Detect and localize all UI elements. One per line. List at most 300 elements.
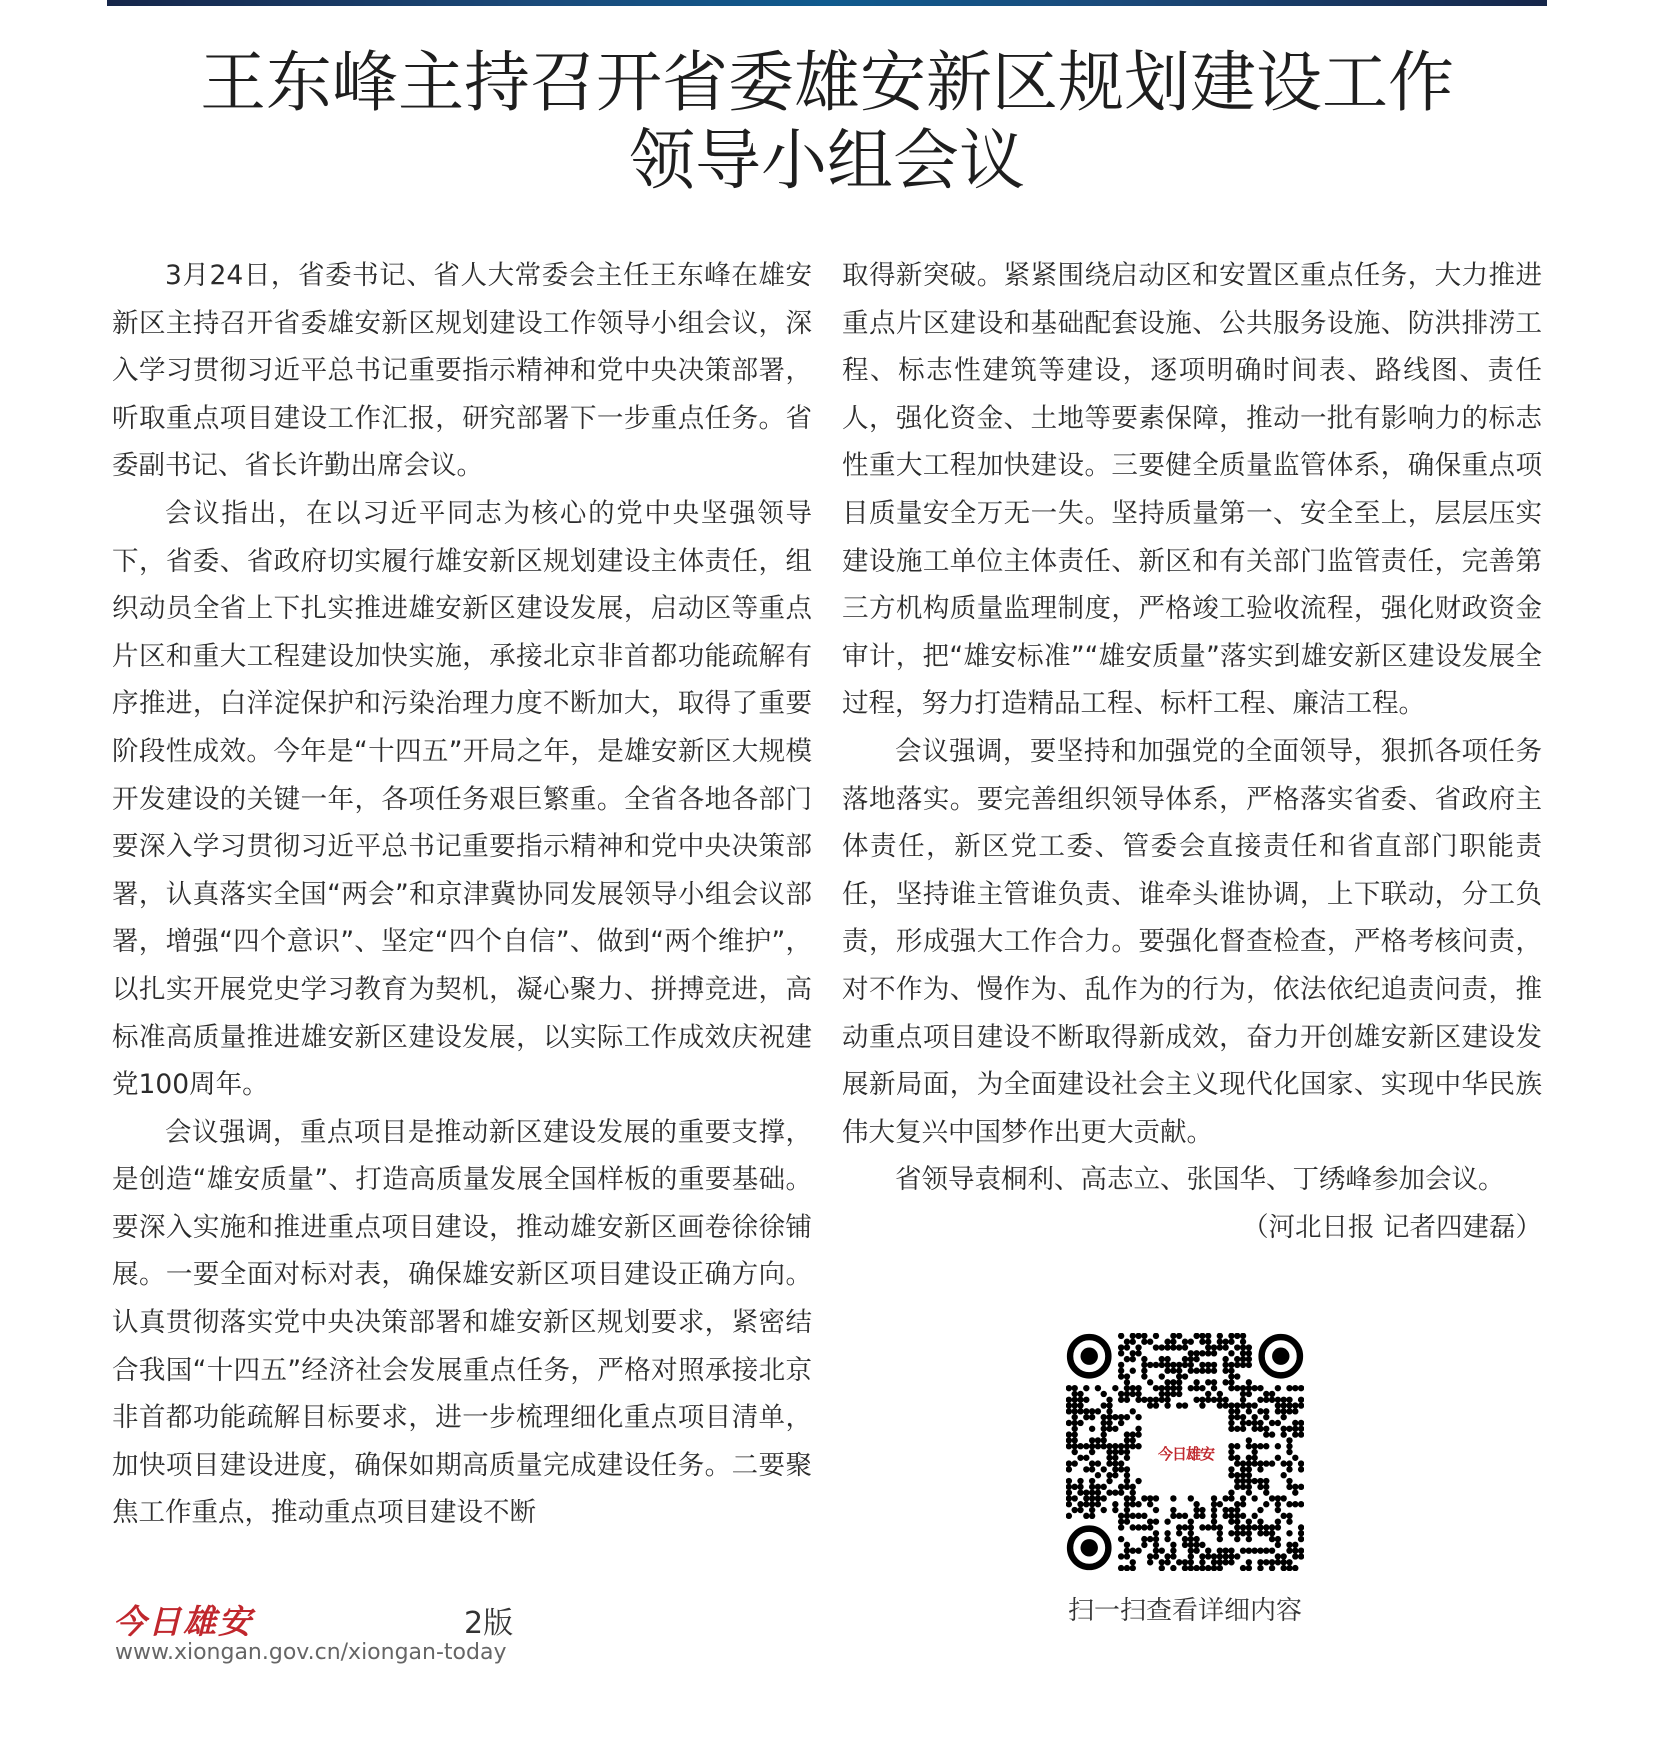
- qr-module: [1066, 1402, 1072, 1408]
- qr-module: [1228, 1559, 1234, 1565]
- qr-module: [1118, 1443, 1124, 1449]
- qr-module: [1193, 1542, 1199, 1548]
- qr-module: [1211, 1379, 1217, 1385]
- qr-module: [1159, 1356, 1165, 1362]
- qr-module: [1153, 1542, 1159, 1548]
- paragraph-continuation: 取得新突破。紧紧围绕启动区和安置区重点任务，大力推进重点片区建设和基础配套设施、公共服务设施、防洪排涝工程、标志性建筑等建设，逐项明确时间表、路线图、责任人，强化资金、土地等要素保障，推动一批有影响力的标志性重大工程加快建设。三要健全质量监管体系，确保重点项目质量安全万无一失。坚持质量第一、安全至上，层层压实建设施工单位主体责任、新区和有关部门监管责任，完善第三方机构质量监理制度，严格竣工验收流程，强化财政资金审计，把“雄安标准”“雄安质量”落实到雄安新区建设发展全过程，努力打造精品工程、标杆工程、廉洁工程。: [842, 260, 1542, 720]
- qr-module: [1170, 1344, 1176, 1350]
- qr-module: [1298, 1553, 1304, 1559]
- qr-module: [1275, 1501, 1281, 1507]
- qr-module: [1228, 1368, 1234, 1374]
- qr-module: [1211, 1501, 1217, 1507]
- qr-module: [1292, 1385, 1298, 1391]
- qr-module: [1101, 1484, 1107, 1490]
- qr-module: [1217, 1530, 1223, 1536]
- article-headline: [0, 44, 1654, 200]
- qr-module: [1066, 1420, 1072, 1426]
- qr-module: [1124, 1484, 1130, 1490]
- qr-module: [1246, 1559, 1252, 1565]
- qr-module: [1164, 1368, 1170, 1374]
- qr-module: [1124, 1443, 1130, 1449]
- qr-module: [1153, 1530, 1159, 1536]
- qr-module: [1112, 1460, 1118, 1466]
- qr-module: [1280, 1402, 1286, 1408]
- qr-module: [1182, 1356, 1188, 1362]
- qr-module: [1159, 1391, 1165, 1397]
- qr-module: [1222, 1402, 1228, 1408]
- qr-module: [1135, 1333, 1141, 1339]
- qr-module: [1205, 1553, 1211, 1559]
- qr-module: [1251, 1547, 1257, 1553]
- qr-module: [1263, 1489, 1269, 1495]
- qr-module: [1292, 1408, 1298, 1414]
- qr-module: [1124, 1565, 1130, 1571]
- qr-module: [1234, 1478, 1240, 1484]
- qr-module: [1199, 1524, 1205, 1530]
- qr-module: [1228, 1443, 1234, 1449]
- qr-module: [1211, 1518, 1217, 1524]
- qr-module: [1199, 1333, 1205, 1339]
- article-column-left: [112, 252, 812, 1537]
- qr-module: [1257, 1507, 1263, 1513]
- qr-module: [1066, 1489, 1072, 1495]
- qr-module: [1257, 1565, 1263, 1571]
- qr-module: [1257, 1397, 1263, 1403]
- qr-module: [1170, 1542, 1176, 1548]
- qr-module: [1130, 1333, 1136, 1339]
- qr-module: [1101, 1420, 1107, 1426]
- qr-module: [1095, 1484, 1101, 1490]
- qr-module: [1228, 1530, 1234, 1536]
- qr-module: [1257, 1484, 1263, 1490]
- headline-line-1: 王东峰主持召开省委雄安新区规划建设工作: [200, 44, 1454, 121]
- qr-module: [1193, 1513, 1199, 1519]
- qr-module: [1170, 1362, 1176, 1368]
- qr-module: [1292, 1455, 1298, 1461]
- qr-module: [1234, 1385, 1240, 1391]
- qr-module: [1118, 1333, 1124, 1339]
- qr-module: [1251, 1420, 1257, 1426]
- qr-module: [1153, 1333, 1159, 1339]
- qr-module: [1089, 1513, 1095, 1519]
- qr-module: [1286, 1397, 1292, 1403]
- article-column-right: [842, 252, 1542, 1251]
- qr-module: [1298, 1460, 1304, 1466]
- qr-module: [1164, 1356, 1170, 1362]
- qr-module: [1217, 1333, 1223, 1339]
- qr-module: [1217, 1524, 1223, 1530]
- qr-module: [1141, 1368, 1147, 1374]
- qr-module: [1257, 1524, 1263, 1530]
- qr-module: [1112, 1455, 1118, 1461]
- qr-module: [1234, 1356, 1240, 1362]
- qr-module: [1106, 1408, 1112, 1414]
- qr-module: [1292, 1553, 1298, 1559]
- qr-module: [1246, 1402, 1252, 1408]
- qr-module: [1077, 1402, 1083, 1408]
- qr-module: [1066, 1408, 1072, 1414]
- qr-module: [1211, 1507, 1217, 1513]
- qr-module: [1141, 1524, 1147, 1530]
- qr-module: [1077, 1408, 1083, 1414]
- qr-module: [1222, 1507, 1228, 1513]
- qr-module: [1222, 1559, 1228, 1565]
- qr-module: [1077, 1397, 1083, 1403]
- qr-module: [1217, 1339, 1223, 1345]
- qr-module: [1234, 1484, 1240, 1490]
- qr-module: [1072, 1507, 1078, 1513]
- qr-module: [1072, 1391, 1078, 1397]
- qr-module: [1089, 1484, 1095, 1490]
- qr-module: [1240, 1362, 1246, 1368]
- qr-module: [1217, 1559, 1223, 1565]
- qr-module: [1211, 1362, 1217, 1368]
- qr-module: [1077, 1484, 1083, 1490]
- qr-module: [1066, 1495, 1072, 1501]
- qr-module: [1246, 1455, 1252, 1461]
- top-decorative-bar: [107, 0, 1547, 6]
- qr-module: [1263, 1524, 1269, 1530]
- qr-module: [1095, 1443, 1101, 1449]
- qr-module: [1205, 1333, 1211, 1339]
- qr-module: [1275, 1408, 1281, 1414]
- qr-module: [1182, 1524, 1188, 1530]
- qr-module: [1130, 1350, 1136, 1356]
- qr-module: [1147, 1559, 1153, 1565]
- qr-module: [1193, 1565, 1199, 1571]
- qr-module: [1176, 1333, 1182, 1339]
- qr-module: [1147, 1379, 1153, 1385]
- qr-module: [1188, 1536, 1194, 1542]
- qr-module: [1275, 1559, 1281, 1565]
- qr-module: [1188, 1547, 1194, 1553]
- qr-module: [1234, 1373, 1240, 1379]
- page-number: 2版: [464, 1606, 514, 1641]
- qr-module: [1193, 1536, 1199, 1542]
- qr-module: [1130, 1339, 1136, 1345]
- qr-module: [1083, 1489, 1089, 1495]
- qr-module: [1298, 1524, 1304, 1530]
- qr-module: [1124, 1356, 1130, 1362]
- qr-module: [1101, 1402, 1107, 1408]
- qr-module: [1263, 1484, 1269, 1490]
- qr-module: [1153, 1344, 1159, 1350]
- qr-module: [1222, 1547, 1228, 1553]
- qr-module: [1292, 1501, 1298, 1507]
- qr-module: [1228, 1495, 1234, 1501]
- qr-center-logo: 今日雄安: [1150, 1417, 1222, 1489]
- qr-module: [1240, 1478, 1246, 1484]
- qr-module: [1124, 1344, 1130, 1350]
- qr-module: [1211, 1553, 1217, 1559]
- qr-module: [1205, 1344, 1211, 1350]
- qr-module: [1130, 1524, 1136, 1530]
- qr-module: [1066, 1431, 1072, 1437]
- qr-module: [1205, 1524, 1211, 1530]
- qr-module: [1106, 1402, 1112, 1408]
- qr-module: [1077, 1443, 1083, 1449]
- qr-module: [1135, 1547, 1141, 1553]
- qr-module: [1159, 1373, 1165, 1379]
- qr-module: [1077, 1420, 1083, 1426]
- qr-module: [1170, 1547, 1176, 1553]
- qr-module: [1228, 1489, 1234, 1495]
- qr-module: [1089, 1437, 1095, 1443]
- qr-module: [1269, 1524, 1275, 1530]
- qr-module: [1199, 1565, 1205, 1571]
- qr-module: [1176, 1530, 1182, 1536]
- qr-module: [1246, 1408, 1252, 1414]
- qr-module: [1089, 1460, 1095, 1466]
- qr-module: [1118, 1553, 1124, 1559]
- qr-module: [1298, 1547, 1304, 1553]
- qr-module: [1118, 1362, 1124, 1368]
- qr-module: [1095, 1460, 1101, 1466]
- qr-module: [1072, 1449, 1078, 1455]
- qr-module: [1240, 1565, 1246, 1571]
- qr-module: [1228, 1553, 1234, 1559]
- qr-module: [1298, 1484, 1304, 1490]
- qr-module: [1257, 1408, 1263, 1414]
- qr-module: [1182, 1513, 1188, 1519]
- qr-module: [1124, 1501, 1130, 1507]
- qr-module: [1106, 1460, 1112, 1466]
- qr-module: [1130, 1495, 1136, 1501]
- qr-module: [1130, 1391, 1136, 1397]
- qr-module: [1147, 1495, 1153, 1501]
- qr-code[interactable]: [1066, 1333, 1304, 1571]
- qr-module: [1298, 1385, 1304, 1391]
- qr-module: [1182, 1536, 1188, 1542]
- qr-module: [1234, 1472, 1240, 1478]
- qr-module: [1106, 1414, 1112, 1420]
- qr-module: [1246, 1524, 1252, 1530]
- qr-module: [1298, 1530, 1304, 1536]
- qr-module: [1234, 1443, 1240, 1449]
- qr-module: [1106, 1449, 1112, 1455]
- qr-module: [1205, 1362, 1211, 1368]
- qr-module: [1083, 1455, 1089, 1461]
- qr-module: [1263, 1559, 1269, 1565]
- qr-module: [1135, 1397, 1141, 1403]
- qr-module: [1130, 1368, 1136, 1374]
- qr-module: [1240, 1339, 1246, 1345]
- qr-module: [1222, 1379, 1228, 1385]
- qr-module: [1089, 1426, 1095, 1432]
- qr-module: [1153, 1402, 1159, 1408]
- qr-module: [1217, 1536, 1223, 1542]
- qr-module: [1240, 1420, 1246, 1426]
- qr-module: [1124, 1478, 1130, 1484]
- qr-module: [1257, 1518, 1263, 1524]
- qr-module: [1072, 1495, 1078, 1501]
- qr-module: [1246, 1536, 1252, 1542]
- qr-module: [1135, 1414, 1141, 1420]
- qr-module: [1135, 1443, 1141, 1449]
- qr-module: [1118, 1350, 1124, 1356]
- qr-module: [1188, 1559, 1194, 1565]
- qr-module: [1176, 1402, 1182, 1408]
- qr-module: [1228, 1350, 1234, 1356]
- qr-module: [1280, 1565, 1286, 1571]
- qr-module: [1240, 1530, 1246, 1536]
- qr-module: [1141, 1536, 1147, 1542]
- qr-module: [1280, 1460, 1286, 1466]
- qr-module: [1222, 1344, 1228, 1350]
- qr-module: [1263, 1460, 1269, 1466]
- qr-module: [1153, 1507, 1159, 1513]
- qr-module: [1141, 1339, 1147, 1345]
- qr-module: [1124, 1339, 1130, 1345]
- qr-module: [1275, 1507, 1281, 1513]
- qr-module: [1257, 1559, 1263, 1565]
- qr-module: [1141, 1333, 1147, 1339]
- qr-module: [1257, 1420, 1263, 1426]
- qr-module: [1095, 1385, 1101, 1391]
- qr-module: [1257, 1547, 1263, 1553]
- qr-module: [1211, 1524, 1217, 1530]
- qr-module: [1234, 1455, 1240, 1461]
- qr-module: [1159, 1385, 1165, 1391]
- qr-module: [1286, 1484, 1292, 1490]
- qr-module: [1240, 1402, 1246, 1408]
- qr-module: [1275, 1518, 1281, 1524]
- qr-module: [1251, 1402, 1257, 1408]
- qr-module: [1292, 1489, 1298, 1495]
- qr-module: [1234, 1426, 1240, 1432]
- qr-module: [1286, 1518, 1292, 1524]
- qr-module: [1141, 1542, 1147, 1548]
- qr-module: [1141, 1495, 1147, 1501]
- qr-module: [1205, 1368, 1211, 1374]
- qr-module: [1199, 1385, 1205, 1391]
- qr-module: [1077, 1489, 1083, 1495]
- qr-module: [1246, 1472, 1252, 1478]
- qr-module: [1257, 1385, 1263, 1391]
- qr-module: [1118, 1489, 1124, 1495]
- qr-module: [1228, 1339, 1234, 1345]
- qr-module: [1130, 1385, 1136, 1391]
- qr-module: [1240, 1524, 1246, 1530]
- qr-module: [1188, 1542, 1194, 1548]
- qr-module: [1077, 1391, 1083, 1397]
- qr-module: [1176, 1362, 1182, 1368]
- qr-module: [1193, 1368, 1199, 1374]
- qr-module: [1089, 1443, 1095, 1449]
- footer-url-link[interactable]: www.xiongan.gov.cn/xiongan-today: [115, 1640, 507, 1665]
- qr-module: [1176, 1524, 1182, 1530]
- qr-module: [1286, 1501, 1292, 1507]
- qr-module: [1135, 1350, 1141, 1356]
- qr-module: [1240, 1397, 1246, 1403]
- qr-module: [1263, 1478, 1269, 1484]
- qr-module: [1246, 1391, 1252, 1397]
- qr-module: [1286, 1449, 1292, 1455]
- qr-module: [1101, 1431, 1107, 1437]
- qr-module: [1286, 1443, 1292, 1449]
- qr-module: [1286, 1426, 1292, 1432]
- qr-module: [1170, 1391, 1176, 1397]
- qr-module: [1240, 1356, 1246, 1362]
- qr-module: [1083, 1466, 1089, 1472]
- qr-module: [1234, 1501, 1240, 1507]
- qr-module: [1089, 1449, 1095, 1455]
- qr-module: [1066, 1443, 1072, 1449]
- qr-module: [1135, 1344, 1141, 1350]
- qr-module: [1246, 1420, 1252, 1426]
- qr-module: [1153, 1536, 1159, 1542]
- qr-module: [1135, 1513, 1141, 1519]
- qr-module: [1275, 1536, 1281, 1542]
- qr-module: [1228, 1547, 1234, 1553]
- qr-module: [1124, 1431, 1130, 1437]
- qr-module: [1246, 1443, 1252, 1449]
- qr-module: [1234, 1362, 1240, 1368]
- qr-module: [1066, 1460, 1072, 1466]
- qr-module: [1124, 1385, 1130, 1391]
- qr-module: [1072, 1408, 1078, 1414]
- qr-module: [1124, 1373, 1130, 1379]
- qr-module: [1182, 1542, 1188, 1548]
- qr-module: [1228, 1408, 1234, 1414]
- qr-module: [1199, 1339, 1205, 1345]
- qr-module: [1112, 1414, 1118, 1420]
- qr-module: [1222, 1397, 1228, 1403]
- qr-module: [1298, 1431, 1304, 1437]
- qr-module: [1222, 1513, 1228, 1519]
- qr-module: [1205, 1339, 1211, 1345]
- qr-module: [1246, 1530, 1252, 1536]
- qr-module: [1182, 1362, 1188, 1368]
- qr-module: [1211, 1368, 1217, 1374]
- qr-module: [1124, 1542, 1130, 1548]
- qr-module: [1275, 1420, 1281, 1426]
- qr-module: [1257, 1460, 1263, 1466]
- qr-module: [1292, 1542, 1298, 1548]
- qr-module: [1228, 1414, 1234, 1420]
- qr-finder-dot: [1081, 1539, 1098, 1556]
- qr-module: [1112, 1385, 1118, 1391]
- qr-module: [1193, 1379, 1199, 1385]
- qr-module: [1240, 1426, 1246, 1432]
- qr-module: [1292, 1547, 1298, 1553]
- qr-module: [1228, 1455, 1234, 1461]
- qr-module: [1228, 1402, 1234, 1408]
- qr-module: [1066, 1385, 1072, 1391]
- qr-module: [1228, 1466, 1234, 1472]
- qr-module: [1286, 1385, 1292, 1391]
- qr-module: [1170, 1333, 1176, 1339]
- qr-module: [1147, 1402, 1153, 1408]
- qr-module: [1066, 1513, 1072, 1519]
- qr-module: [1193, 1350, 1199, 1356]
- qr-module: [1130, 1443, 1136, 1449]
- qr-module: [1106, 1426, 1112, 1432]
- qr-module: [1153, 1362, 1159, 1368]
- qr-module: [1106, 1489, 1112, 1495]
- qr-module: [1240, 1385, 1246, 1391]
- qr-finder-dot: [1272, 1348, 1289, 1365]
- qr-module: [1263, 1431, 1269, 1437]
- qr-module: [1101, 1391, 1107, 1397]
- qr-module: [1234, 1513, 1240, 1519]
- qr-module: [1211, 1565, 1217, 1571]
- qr-module: [1176, 1513, 1182, 1519]
- qr-module: [1193, 1385, 1199, 1391]
- qr-module: [1147, 1397, 1153, 1403]
- qr-module: [1141, 1397, 1147, 1403]
- qr-module: [1263, 1530, 1269, 1536]
